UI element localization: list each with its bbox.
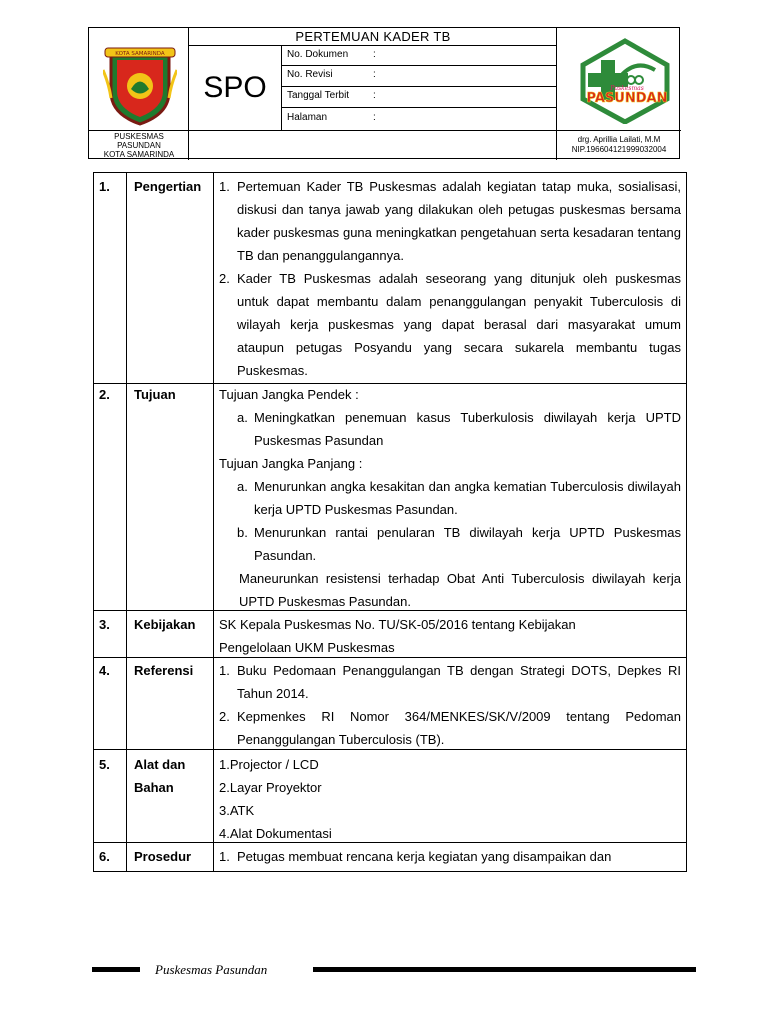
row-content-tujuan — [219, 383, 681, 613]
list-item: 3.ATK — [219, 803, 255, 818]
row-content-pengertian — [219, 175, 681, 382]
list-item: 1. Pertemuan Kader TB Puskesmas adalah kegiatan tatap muka, sosialisasi, diskusi dan tanya jawab yang dilakukan oleh petugas puskesmas bersama kader puskesmas guna meningkatkan pengetahuan serta kesadaran tentang TB dan penanggulangannya. — [219, 179, 681, 263]
list-item: 1. Buku Pedomaan Penanggulangan TB dengan Strategi DOTS, Depkes RI Tahun 2014. — [219, 663, 681, 701]
long-term-heading: Tujuan Jangka Panjang : — [219, 456, 363, 471]
row-label-kebijakan: Kebijakan — [134, 617, 196, 632]
row-label-prosedur: Prosedur — [134, 849, 192, 864]
list-item: 2. Kader TB Puskesmas adalah seseorang yang ditunjuk oleh puskesmas untuk dapat membantu dalam penanggulangan penyakit Tuberculosis di wilayah kerja puskesmas yang dapat berasal dari masyarakat umum ataupun petugas Posyandu yang secara sukarela membantu tugas Puskesmas. — [219, 271, 681, 378]
row-number: 1. — [99, 179, 110, 194]
footer-text: Puskesmas Pasundan — [155, 962, 268, 977]
document-title: PERTEMUAN KADER TB — [295, 29, 451, 44]
row-label-pengertian: Pengertian — [134, 179, 202, 194]
meta-no-dokumen: No. Dokumen : — [287, 49, 376, 60]
samarinda-emblem-logo — [103, 44, 177, 126]
meta-no-revisi: No. Revisi : — [287, 69, 376, 80]
row-content-prosedur — [219, 845, 681, 868]
spo-label: SPO — [203, 70, 267, 104]
row-label-referensi: Referensi — [134, 663, 194, 678]
meta-tanggal-terbit: Tanggal Terbit : — [287, 90, 376, 101]
puskesmas-pasundan-logo — [579, 38, 671, 124]
footer-rule-left — [92, 967, 140, 972]
row-content-alat-bahan — [219, 753, 681, 845]
list-item: 2. Kepmenkes RI Nomor 364/MENKES/SK/V/2009 tentang Pedoman Penanggulangan Tuberculosis (TB). — [219, 709, 681, 747]
list-item: 2.Layar Proyektor — [219, 780, 322, 795]
row-number: 2. — [99, 387, 110, 402]
short-term-heading: Tujuan Jangka Pendek : — [219, 387, 359, 402]
signatory-name: drg. Aprillia Lailati, M.M — [577, 135, 661, 144]
row-number: 6. — [99, 849, 110, 864]
row-number: 4. — [99, 663, 110, 678]
row-number: 5. — [99, 757, 110, 772]
row-number: 3. — [99, 617, 110, 632]
svg-text:PASUNDAN: PASUNDAN — [586, 91, 668, 106]
footer-rule-right — [313, 967, 696, 972]
meta-halaman: Halaman : — [287, 112, 376, 123]
row-content-referensi — [219, 659, 681, 751]
spo-content-table — [93, 172, 687, 872]
signatory-block — [557, 130, 681, 160]
list-item: a. Meningkatkan penemuan kasus Tuberkulosis diwilayah kerja UPTD Puskesmas Pasundan — [237, 410, 681, 448]
list-item: 4.Alat Dokumentasi — [219, 826, 332, 841]
svg-text:KOTA SAMARINDA: KOTA SAMARINDA — [115, 51, 165, 57]
row-label-alat-bahan: Alat dan Bahan — [134, 757, 186, 795]
document-header — [88, 27, 680, 159]
row-label-tujuan: Tujuan — [134, 387, 176, 402]
list-item: 1.Projector / LCD — [219, 757, 319, 772]
svg-text:Puskesmas: Puskesmas — [610, 85, 644, 92]
signatory-nip: NIP.196604121999032004 — [571, 145, 667, 154]
extra-goal: Maneurunkan resistensi terhadap Obat Anti Tuberculosis diwilayah kerja UPTD Puskesmas Pasundan. — [239, 571, 681, 609]
list-item: 1. Petugas membuat rencana kerja kegiatan yang disampaikan dan — [219, 849, 612, 864]
puskesmas-name-block: PUSKESMAS PASUNDAN KOTA SAMARINDA — [103, 131, 175, 159]
list-item: b. Menurunkan rantai penularan TB diwilayah kerja UPTD Puskesmas Pasundan. — [237, 525, 681, 563]
row-content-kebijakan: SK Kepala Puskesmas No. TU/SK-05/2016 tentang Kebijakan Pengelolaan UKM Puskesmas — [219, 617, 576, 655]
list-item: a. Menurunkan angka kesakitan dan angka kematian Tuberculosis diwilayah kerja UPTD Puskesmas Pasundan. — [237, 479, 681, 517]
